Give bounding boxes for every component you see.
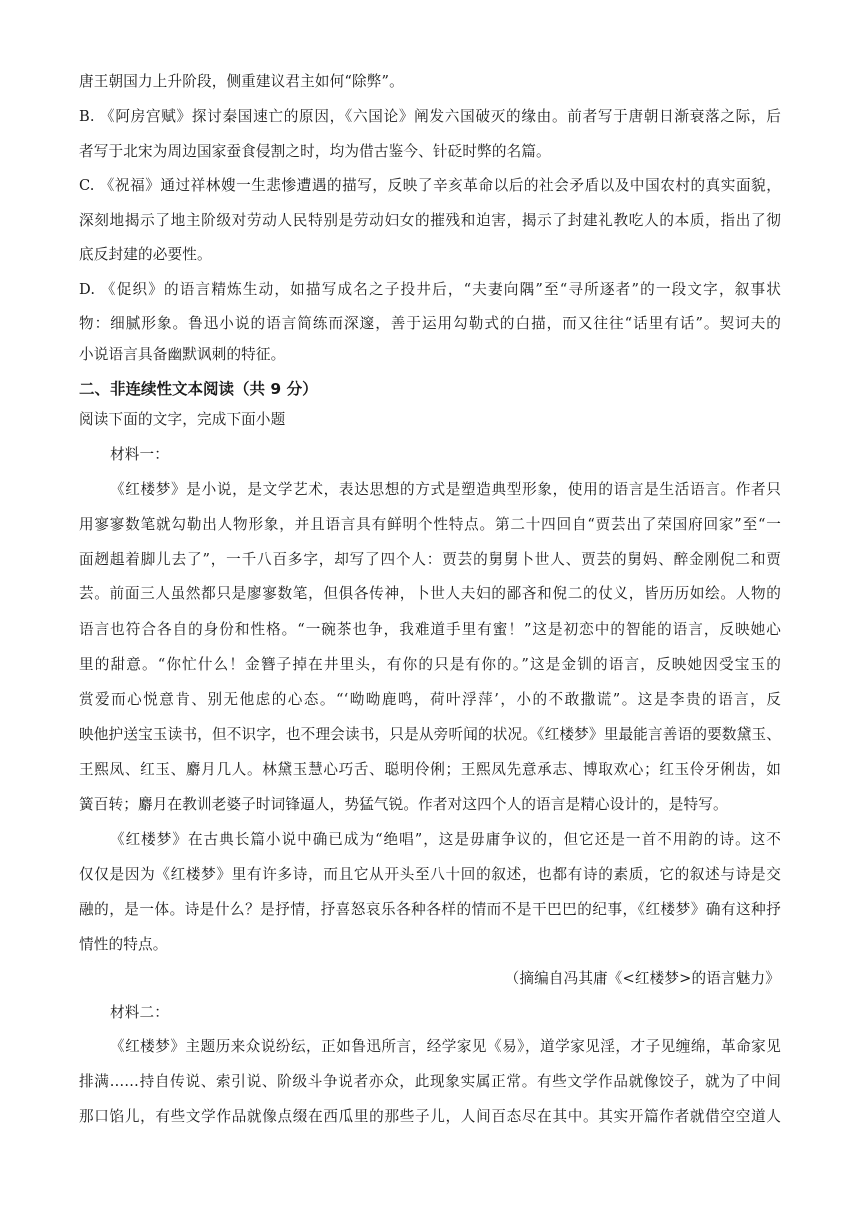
- section-title: 二、非连续性文本阅读（共 9 分）: [79, 380, 318, 398]
- material-two-line: 排满……持自传说、索引说、阶级斗争说者亦众，此现象实属正常。有些文学作品就像饺子，就为了中间: [79, 1073, 781, 1090]
- instruction-text: 阅读下面的文字，完成下面小题: [79, 411, 286, 428]
- material-two-label: 材料二：: [110, 1004, 169, 1021]
- material-one-line: 融的，是一体。诗是什么？是抒情，抒喜怒哀乐各种各样的情而不是干巴巴的纪事，《红楼梦》确有这种抒: [79, 901, 781, 918]
- material-one-line: 面趔趄着脚儿去了”，一千八百多字，却写了四个人：贾芸的舅舅卜世人、贾芸的舅妈、醉金刚倪二和贾: [79, 551, 781, 568]
- material-one-line: 映他护送宝玉读书，但不识字，也不理会读书，只是从旁听闻的状况。《红楼梦》里最能言善语的要数黛玉、: [79, 726, 781, 743]
- option-c-line: 深刻地揭示了地主阶级对劳动人民特别是劳动妇女的摧残和迫害，揭示了封建礼教吃人的本质，指出了彻: [79, 212, 781, 229]
- material-one-line: 里的甜意。“你忙什么！金簪子掉在井里头，有你的只是有你的。”这是金钏的语言，反映她因受宝玉的: [79, 656, 781, 673]
- option-d-line: 物：细腻形象。鲁迅小说的语言简练而深邃，善于运用勾勒式的白描，而又往往“话里有话”。契诃夫的: [79, 315, 781, 332]
- material-two-line: 《红楼梦》主题历来众说纷纭，正如鲁迅所言，经学家见《易》，道学家见淫，才子见缠绵，革命家见: [110, 1038, 781, 1055]
- material-one-line: 赏爱而心悦意肯、别无他虑的心态。“‘呦呦鹿鸣，荷叶浮萍’，小的不敢撒谎”。这是李贵的语言，反: [79, 691, 781, 708]
- option-b-line: B. 《阿房宫赋》探讨秦国速亡的原因，《六国论》阐发六国破灭的缘由。前者写于唐朝日渐衰落之际，后: [79, 108, 781, 125]
- material-one-line: 簧百转；麝月在教训老婆子时词锋逼人，势猛气锐。作者对这四个人的语言是精心设计的，是特写。: [79, 796, 728, 813]
- material-one-line: 情性的特点。: [79, 936, 168, 953]
- source-citation: （摘编自冯其庸《<红楼梦>的语言魅力》: [504, 970, 780, 987]
- option-d-line: D. 《促织》的语言精炼生动，如描写成名之子投井后，“夫妻向隅”至“寻所逐者”的一段文字，叙事状: [79, 281, 781, 298]
- option-c-line: 底反封建的必要性。: [79, 246, 212, 263]
- material-one-line: 《红楼梦》在古典长篇小说中确已成为“绝唱”，这是毋庸争议的，但它还是一首不用韵的诗。这不: [110, 831, 781, 848]
- option-c-line: C. 《祝福》通过祥林嫂一生悲惨遭遇的描写，反映了辛亥革命以后的社会矛盾以及中国农村的真实面貌，: [79, 177, 781, 194]
- material-one-line: 《红楼梦》是小说，是文学艺术，表达思想的方式是塑造典型形象，使用的语言是生活语言。作者只: [110, 481, 781, 498]
- material-one-line: 用寥寥数笔就勾勒出人物形象，并且语言具有鲜明个性特点。第二十四回自“贾芸出了荣国府回家”至“一: [79, 516, 781, 533]
- material-one-label: 材料一：: [110, 446, 169, 463]
- text-line: 唐王朝国力上升阶段，侧重建议君主如何“除弊”。: [79, 73, 404, 90]
- material-one-line: 芸。前面三人虽然都只是廖寥数笔，但俱各传神，卜世人夫妇的鄙吝和倪二的仗义，皆历历如绘。人物的: [79, 585, 781, 602]
- option-b-line: 者写于北宋为周边国家蚕食侵割之时，均为借古鉴今、针砭时弊的名篇。: [79, 143, 551, 160]
- material-one-line: 仅仅是因为《红楼梦》里有许多诗，而且它从开头至八十回的叙述，也都有诗的素质，它的叙述与诗是交: [79, 866, 781, 883]
- option-d-line: 小说语言具备幽默讽刺的特征。: [79, 346, 286, 363]
- material-two-line: 那口馅儿，有些文学作品就像点缀在西瓜里的那些子儿，人间百态尽在其中。其实开篇作者就借空空道人: [79, 1108, 781, 1125]
- material-one-line: 王熙凤、红玉、麝月几人。林黛玉慧心巧舌、聪明伶俐；王熙凤先意承志、博取欢心；红玉伶牙俐齿，如: [79, 761, 781, 778]
- material-one-line: 语言也符合各自的身份和性格。“一碗茶也争，我难道手里有蜜！”这是初恋中的智能的语言，反映她心: [79, 621, 781, 638]
